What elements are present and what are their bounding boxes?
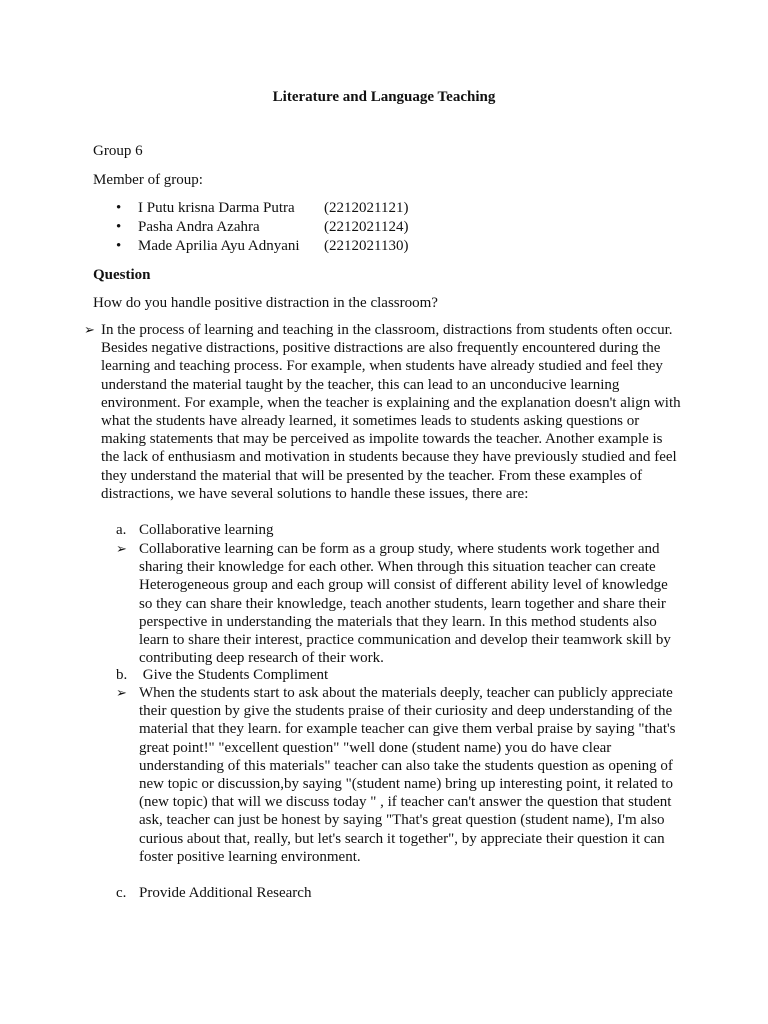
bullet-icon: • xyxy=(116,238,122,254)
solution-letter: a. xyxy=(116,522,127,538)
bullet-icon: • xyxy=(116,200,122,216)
group-number: Group 6 xyxy=(93,143,143,159)
member-name: Made Aprilia Ayu Adnyani xyxy=(138,238,300,254)
member-id: (2212021130) xyxy=(324,238,409,254)
member-name: Pasha Andra Azahra xyxy=(138,219,260,235)
arrow-bullet-icon: ➢ xyxy=(84,322,95,337)
arrow-bullet-icon: ➢ xyxy=(116,541,127,556)
question-heading: Question xyxy=(93,267,151,283)
answer-paragraph: In the process of learning and teaching in the classroom, distractions from students often occur. Besides negative distractions, positive distractions are also frequently encountered during the learning and teaching process. For example, when students have already studied and feel they understand the material taught by the teacher, this can lead to an unconducive learning environment. For example, when the teacher is explaining and the explanation doesn't align with what the students have already learned, it sometimes leads to students asking questions or making statements that may be perceived as impolite towards the teacher. Another example is the lack of enthusiasm and motivation in students because they have previously studied and feel they understand the material that will be presented by the teacher. From these examples of distractions, we have several solutions to handle these issues, there are: xyxy=(101,322,681,502)
solution-heading: Provide Additional Research xyxy=(139,885,312,901)
bullet-icon: • xyxy=(116,219,122,235)
member-id: (2212021121) xyxy=(324,200,409,216)
document-title: Literature and Language Teaching xyxy=(272,89,496,105)
members-label: Member of group: xyxy=(93,172,203,188)
member-name: I Putu krisna Darma Putra xyxy=(138,200,295,216)
solution-heading: Give the Students Compliment xyxy=(139,667,329,683)
solution-heading: Collaborative learning xyxy=(139,522,274,538)
arrow-bullet-icon: ➢ xyxy=(116,685,127,700)
question-text: How do you handle positive distraction in the classroom? xyxy=(93,295,438,311)
member-id: (2212021124) xyxy=(324,219,409,235)
solution-detail: Collaborative learning can be form as a group study, where students work together and sharing their knowledge for each other. When through this situation teacher can create Heterogeneous group and each group will consist of different ability level of knowledge so they can share their knowledge, teach another students, learn together and share their perspective in understanding the materials that they learn. In this method students also learn to share their interest, practice communication and develop their teamwork skill by contributing deep research of their work. xyxy=(139,541,671,667)
solution-detail: When the students start to ask about the materials deeply, teacher can publicly appreciate their question by give the students praise of their curiosity and deep understanding of the material that they learn. for example teacher can give them verbal praise by saying "that's great point!" "excellent question" "well done (student name) you do have clear understanding of this materials" teacher can also take the students question as opening of new topic or discussion,by saying "(student name) bring up interesting point, it related to (new topic) that will we discuss today " , if teacher can't answer the question that student ask, teacher can just be honest by saying "That's great question (student name), I'm also curious about that, really, but let's search it together", by appreciate their question it can foster positive learning environment. xyxy=(139,685,676,865)
solution-letter: c. xyxy=(116,885,127,901)
solution-letter: b. xyxy=(116,667,128,683)
